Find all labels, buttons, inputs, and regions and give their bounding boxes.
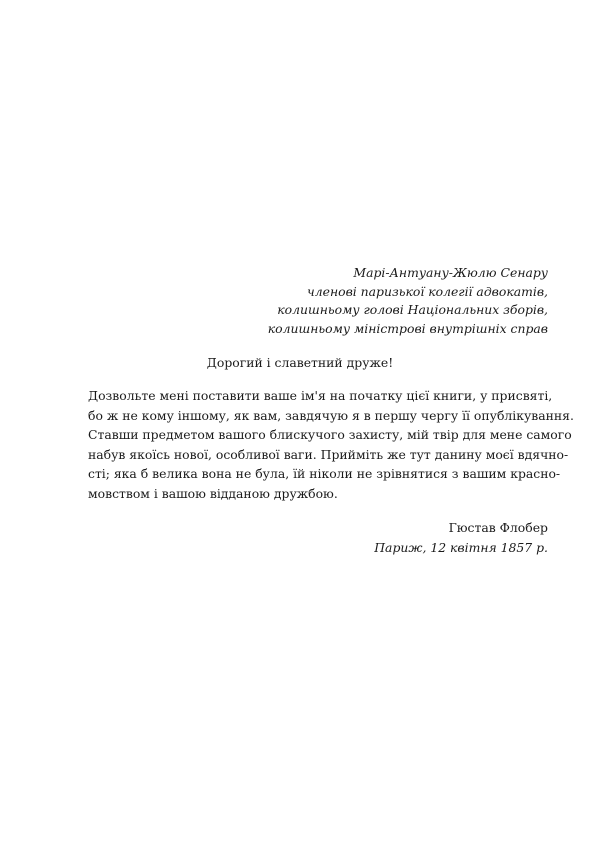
- dedication-block: [268, 264, 548, 338]
- body-line: сті; яка б велика вона не була, їй ніколи не зрівнятися з вашим красно-: [88, 466, 561, 482]
- body-line: Ставши предметом вашого блискучого захисту, мій твір для мене самого: [88, 427, 572, 443]
- salutation: Дорогий і славетний друже!: [206, 355, 394, 370]
- dedication-letter-body: [88, 386, 574, 504]
- dedication-line: колишньому міністрові внутрішніх справ: [267, 320, 548, 336]
- dedication-line: Марі-Антуану-Жюлю Сенару: [353, 265, 548, 280]
- body-line: бо ж не кому іншому, як вам, завдячую я в першу чергу її опублікування.: [88, 407, 574, 423]
- body-line: Дозвольте мені поставити ваше ім'я на початку цієї книги, у присвяті,: [88, 388, 553, 403]
- dedication-line: членові паризької колегії адвокатів,: [307, 283, 548, 299]
- body-line: мовством і вашою відданою дружбою.: [88, 485, 338, 501]
- signature-block: [374, 518, 548, 558]
- place-and-date: Париж, 12 квітня 1857 р.: [374, 540, 548, 555]
- author-name: Гюстав Флобер: [448, 520, 548, 535]
- dedication-line: колишньому голові Національних зборів,: [277, 302, 548, 318]
- body-line: набув якоїсь нової, особливої ваги. Прийміть же тут данину моєї вдячно-: [88, 446, 569, 462]
